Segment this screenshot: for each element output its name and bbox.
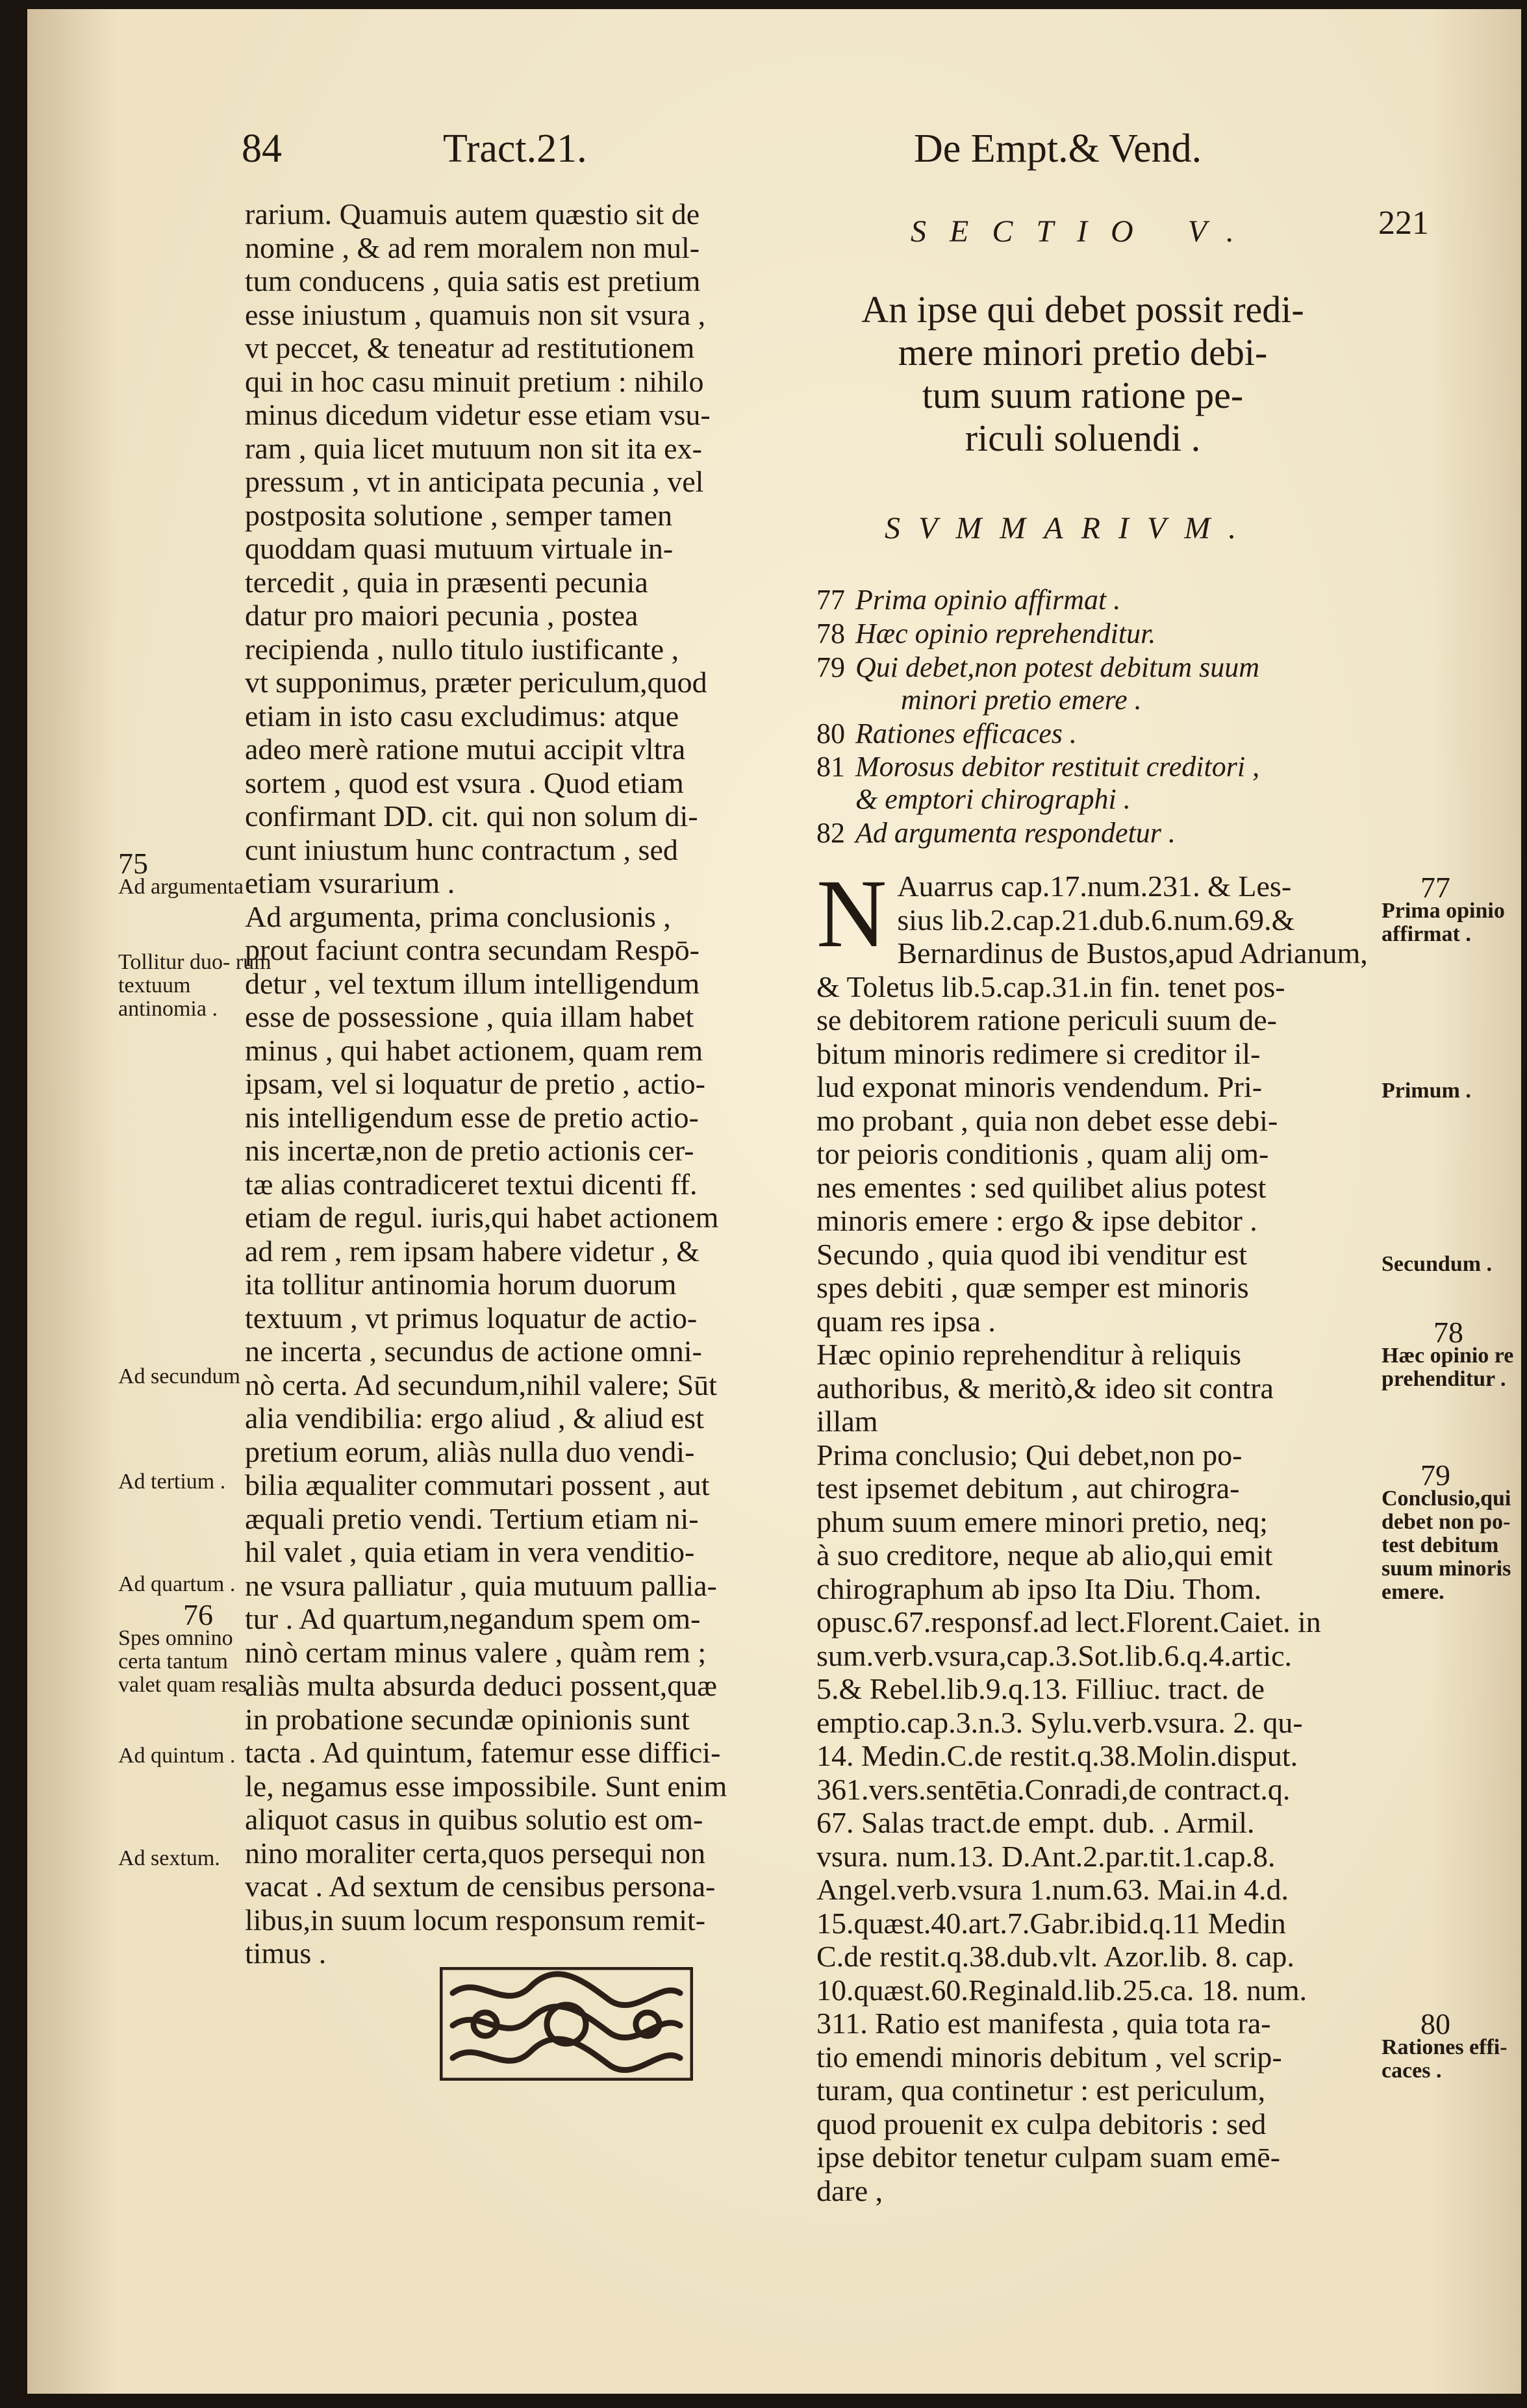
text-line: ipse debitor tenetur culpam suam emē- [816, 2140, 1281, 2174]
text-line: confirmant DD. cit. qui non solum di- [245, 799, 698, 833]
running-title: De Empt.& Vend. [914, 127, 1202, 171]
text-line: C.de restit.q.38.dub.vlt. Azor.lib. 8. cap. [816, 1940, 1294, 1973]
summarium-heading: SVMMARIVM. [885, 511, 1255, 546]
text-line: ipsam, vel si loquatur de pretio , actio- [245, 1067, 705, 1100]
summary-item: & emptori chirographi . [855, 783, 1131, 815]
text-line: sum.verb.vsura,cap.3.Sot.lib.6.q.4.artic. [816, 1638, 1293, 1672]
text-line: tur . Ad quartum,negandum spem om- [245, 1602, 701, 1635]
summary-item: 77 Prima opinio affirmat . [816, 584, 1121, 616]
text-line: postposita solutione , semper tamen [245, 498, 672, 532]
summary-item: minori pretio emere . [901, 684, 1142, 716]
text-line: etiam de regul. iuris,qui habet actionem [245, 1201, 719, 1234]
text-line: etiam in isto casu excludimus: atque [245, 699, 679, 733]
margin-note-left: 75 Ad argumenta [118, 847, 244, 899]
text-line: Angel.verb.vsura 1.num.63. Mai.in 4.d. [816, 1873, 1289, 1906]
text-line: ram , quia licet mutuum non sit ita ex- [245, 431, 702, 465]
text-line: alia vendibilia: ergo aliud , & aliud est [245, 1401, 704, 1435]
margin-note-left: Tollitur duo- rum textuum antinomia . [118, 950, 271, 1021]
text-line: cunt iniustum hunc contractum , sed [245, 833, 678, 866]
summary-item: 78 Hæc opinio reprehenditur. [816, 618, 1156, 649]
margin-note-left: Ad quintum . [118, 1744, 236, 1768]
summary-item: 81 Morosus debitor restituit creditori , [816, 751, 1260, 783]
text-line: mo probant , quia non debet esse debi- [816, 1103, 1278, 1137]
margin-note-right: 77 Prima opinio affirmat . [1382, 871, 1505, 946]
text-line: à suo creditore, neque ab alio,qui emit [816, 1538, 1273, 1572]
margin-note-left: Ad secundum [118, 1364, 240, 1388]
section-title: An ipse qui debet possit redi- mere minori pretio debi- tum suum ratione pe- riculi soluendi . [861, 288, 1304, 459]
text-line: authoribus, & meritò,& ideo sit contra [816, 1371, 1274, 1405]
text-line: hil valet , quia etiam in vera venditio- [245, 1535, 695, 1568]
summary-item: 80 Rationes efficaces . [816, 718, 1077, 749]
text-line: minus , qui habet actionem, quam rem [245, 1033, 703, 1067]
text-line: vt supponimus, præter periculum,quod [245, 666, 707, 699]
text-line: Secundo , quia quod ibi venditur est [816, 1237, 1248, 1271]
text-line: 361.vers.sentētia.Conradi,de contract.q. [816, 1772, 1291, 1806]
text-line: 10.quæst.60.Reginald.lib.25.ca. 18. num. [816, 1973, 1307, 2007]
text-line: æquali pretio vendi. Tertium etiam ni- [245, 1501, 699, 1535]
text-line: dare , [816, 2174, 883, 2207]
margin-note-right: 80 Rationes effi- caces . [1382, 2007, 1508, 2083]
text-line: 311. Ratio est manifesta , quia tota ra- [816, 2007, 1271, 2040]
text-line: recipienda , nullo titulo iustificante , [245, 632, 679, 666]
text-line: quod prouenit ex culpa debitoris : sed [816, 2107, 1267, 2140]
margin-note-right: 78 Hæc opinio re prehenditur . [1382, 1316, 1514, 1391]
text-line: Hæc opinio reprehenditur à reliquis [816, 1338, 1242, 1371]
text-line: in probatione secundæ opinionis sunt [245, 1702, 690, 1736]
text-line: Ad argumenta, prima conclusionis , [245, 899, 671, 933]
text-line: ne incerta , secundus de actione omni- [245, 1335, 702, 1368]
text-line: chirographum ab ipso Ita Diu. Thom. [816, 1572, 1262, 1605]
text-line: ninò certam minus valere , quàm rem ; [245, 1635, 707, 1669]
text-line: bilia æqualiter commutari possent , aut [245, 1468, 710, 1501]
text-line: turam, qua continetur : est periculum, [816, 2074, 1266, 2107]
text-line: illam [816, 1405, 878, 1438]
text-line: 67. Salas tract.de empt. dub. . Armil. [816, 1806, 1255, 1839]
margin-note-left: Ad tertium . [118, 1470, 226, 1494]
text-line: nis intelligendum esse de pretio actio- [245, 1100, 699, 1134]
text-line: tercedit , quia in præsenti pecunia [245, 565, 648, 599]
text-line: lud exponat minoris vendendum. Pri- [816, 1070, 1263, 1103]
book-page [27, 9, 1521, 2394]
text-line: datur pro maiori pecunia , postea [245, 599, 638, 632]
text-line: spes debiti , quæ semper est minoris [816, 1271, 1249, 1304]
text-line: tio emendi minoris debitum , vel scrip- [816, 2040, 1282, 2074]
text-line: Prima conclusio; Qui debet,non po- [816, 1438, 1243, 1472]
text-line: minus dicedum videtur esse etiam vsu- [245, 398, 711, 431]
text-line: rarium. Quamuis autem quæstio sit de [245, 197, 700, 231]
text-line: esse iniustum , quamuis non sit vsura , [245, 297, 706, 331]
right-column-lines [816, 860, 1368, 2207]
text-line: 5.& Rebel.lib.9.q.13. Filliuc. tract. de [816, 1672, 1265, 1705]
text-line: detur , vel textum illum intelligendum [245, 966, 700, 1000]
text-line: opusc.67.responsf.ad lect.Florent.Caiet. in [816, 1605, 1321, 1638]
text-line: tor peioris conditionis , quam alij om- [816, 1137, 1269, 1170]
text-line: se debitorem ratione periculi suum de- [816, 1003, 1277, 1036]
text-line: le, negamus esse impossibile. Sunt enim [245, 1769, 727, 1803]
folio-number: 221 [1378, 205, 1429, 242]
margin-note-left: Ad sextum. [118, 1846, 220, 1870]
text-line: vsura. num.13. D.Ant.2.par.tit.1.cap.8. [816, 1839, 1276, 1873]
text-line: Auarrus cap.17.num.231. & Les- [897, 870, 1292, 903]
text-line: pressum , vt in anticipata pecunia , vel [245, 465, 704, 498]
text-line: ita tollitur antinomia horum duorum [245, 1268, 677, 1301]
text-line: tacta . Ad quintum, fatemur esse diffici- [245, 1736, 721, 1769]
text-line: sortem , quod est vsura . Quod etiam [245, 766, 684, 799]
text-line: test ipsemet debitum , aut chirogra- [816, 1472, 1240, 1505]
right-column-text [816, 860, 1368, 2207]
text-line: ne vsura palliatur , quia mutuum pallia- [245, 1568, 717, 1602]
drop-cap: N [816, 860, 887, 968]
section-heading: SECTIO V. [911, 214, 1257, 249]
text-line: phum suum emere minori pretio, neq; [816, 1505, 1268, 1538]
text-line: vt peccet, & teneatur ad restitutionem [245, 331, 695, 364]
text-line: tæ alias contradiceret textui dicenti ff. [245, 1167, 698, 1201]
text-line: ad rem , rem ipsam habere videtur , & [245, 1234, 700, 1268]
text-line: sius lib.2.cap.21.dub.6.num.69.& [897, 903, 1295, 936]
text-line: aliquot casus in quibus solutio est om- [245, 1803, 703, 1836]
text-line: nino moraliter certa,quos persequi non [245, 1836, 705, 1870]
text-line: etiam vsurarium . [245, 866, 455, 899]
text-line: bitum minoris redimere si creditor il- [816, 1036, 1261, 1070]
margin-note-left: Ad quartum . [118, 1572, 236, 1596]
text-line: tum conducens , quia satis est pretium [245, 264, 701, 297]
margin-note-left: 76 Spes omnino certa tantum valet quam res . [118, 1598, 259, 1697]
tract-heading: Tract.21. [443, 127, 587, 171]
text-line: qui in hoc casu minuit pretium : nihilo [245, 364, 704, 398]
text-line: nes ementes : sed quilibet alius potest [816, 1170, 1267, 1204]
text-line: pretium eorum, aliàs nulla duo vendi- [245, 1435, 695, 1468]
text-line: nis incertæ,non de pretio actionis cer- [245, 1134, 694, 1167]
text-line: aliàs multa absurda deduci possent,quæ [245, 1669, 717, 1702]
text-line: adeo merè ratione mutui accipit vltra [245, 733, 686, 766]
text-line: & Toletus lib.5.cap.31.in fin. tenet pos- [816, 970, 1285, 1003]
margin-note-right: 79 Conclusio,qui debet non po- test debitum suum minoris emere. [1382, 1459, 1511, 1604]
text-line: minoris emere : ergo & ipse debitor . [816, 1204, 1257, 1237]
text-line: Bernardinus de Bustos,apud Adrianum, [897, 936, 1368, 970]
text-line: quam res ipsa . [816, 1304, 996, 1338]
text-line: timus . [245, 1937, 327, 1970]
text-line: prout faciunt contra secundam Respō- [245, 933, 700, 966]
text-line: quoddam quasi mutuum virtuale in- [245, 532, 674, 565]
text-line: emptio.cap.3.n.3. Sylu.verb.vsura. 2. qu- [816, 1705, 1303, 1739]
text-line: 15.quæst.40.art.7.Gabr.ibid.q.11 Medin [816, 1906, 1286, 1940]
printer-ornament [440, 1967, 693, 2081]
text-line: 14. Medin.C.de restit.q.38.Molin.disput. [816, 1739, 1298, 1772]
text-line: nò certa. Ad secundum,nihil valere; Sūt [245, 1368, 717, 1401]
summary-item: 82 Ad argumenta respondetur . [816, 817, 1176, 849]
text-line: vacat . Ad sextum de censibus persona- [245, 1870, 716, 1903]
margin-note-right: Primum . [1382, 1079, 1471, 1103]
text-line: textuum , vt primus loquatur de actio- [245, 1301, 698, 1335]
margin-note-right: Secundum . [1382, 1252, 1493, 1276]
text-line: esse de possessione , quia illam habet [245, 1000, 694, 1033]
text-line: libus,in suum locum responsum remit- [245, 1903, 706, 1937]
page-number: 84 [242, 127, 282, 171]
left-column-text [245, 197, 823, 1970]
summary-item: 79 Qui debet,non potest debitum suum [816, 651, 1260, 683]
text-line: nomine , & ad rem moralem non mul- [245, 231, 700, 264]
